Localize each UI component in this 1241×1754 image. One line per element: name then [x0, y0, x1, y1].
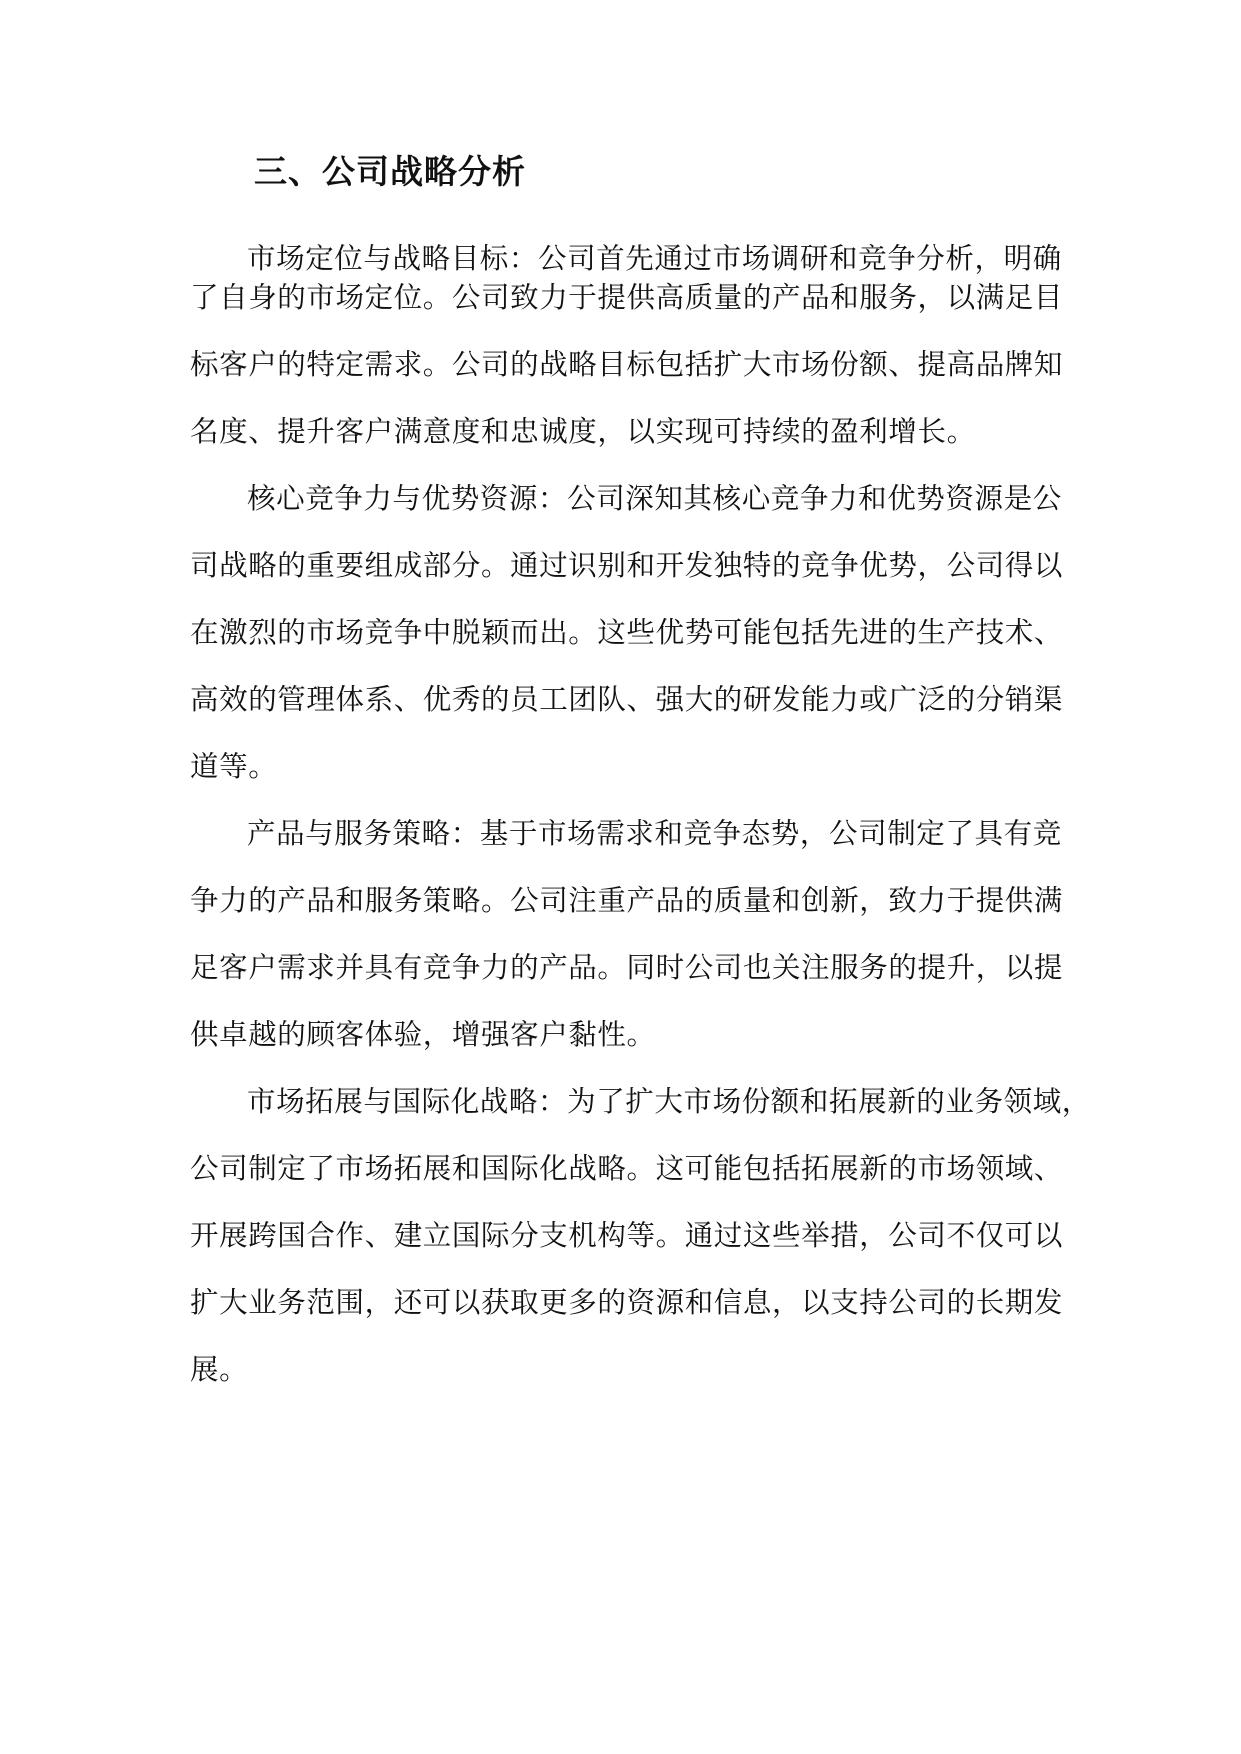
paragraph-product-strategy-line-1: 产品与服务策略：基于市场需求和竞争态势，公司制定了具有竞 [247, 817, 1062, 850]
paragraph-expansion-strategy-line-1: 市场拓展与国际化战略：为了扩大市场份额和拓展新的业务领域， [247, 1085, 1091, 1118]
paragraph-product-strategy-line-4: 供卓越的顾客体验，增强客户黏性。 [190, 1018, 656, 1051]
paragraph-core-competence-line-3: 在激烈的市场竞争中脱颖而出。这些优势可能包括先进的生产技术、 [190, 616, 1064, 649]
paragraph-market-positioning-line-4: 名度、提升客户满意度和忠诚度，以实现可持续的盈利增长。 [190, 415, 976, 448]
section-heading: 三、公司战略分析 [254, 152, 526, 191]
paragraph-expansion-strategy-line-4: 扩大业务范围，还可以获取更多的资源和信息，以支持公司的长期发 [190, 1286, 1064, 1319]
paragraph-core-competence-line-4: 高效的管理体系、优秀的员工团队、强大的研发能力或广泛的分销渠 [190, 683, 1064, 716]
paragraph-market-positioning-line-3: 标客户的特定需求。公司的战略目标包括扩大市场份额、提高品牌知 [190, 348, 1064, 381]
paragraph-expansion-strategy-line-3: 开展跨国合作、建立国际分支机构等。通过这些举措，公司不仅可以 [190, 1219, 1064, 1252]
paragraph-core-competence-line-1: 核心竞争力与优势资源：公司深知其核心竞争力和优势资源是公 [247, 482, 1062, 515]
paragraph-expansion-strategy-line-5: 展。 [190, 1353, 249, 1386]
paragraph-core-competence-line-5: 道等。 [190, 750, 278, 783]
paragraph-market-positioning-line-1: 市场定位与战略目标：公司首先通过市场调研和竞争分析，明确 [247, 242, 1062, 275]
paragraph-market-positioning-line-2: 了自身的市场定位。公司致力于提供高质量的产品和服务，以满足目 [190, 281, 1064, 314]
paragraph-product-strategy-line-3: 足客户需求并具有竞争力的产品。同时公司也关注服务的提升，以提 [190, 951, 1064, 984]
paragraph-product-strategy-line-2: 争力的产品和服务策略。公司注重产品的质量和创新，致力于提供满 [190, 884, 1064, 917]
paragraph-expansion-strategy-line-2: 公司制定了市场拓展和国际化战略。这可能包括拓展新的市场领域、 [190, 1152, 1064, 1185]
paragraph-core-competence-line-2: 司战略的重要组成部分。通过识别和开发独特的竞争优势，公司得以 [190, 549, 1064, 582]
